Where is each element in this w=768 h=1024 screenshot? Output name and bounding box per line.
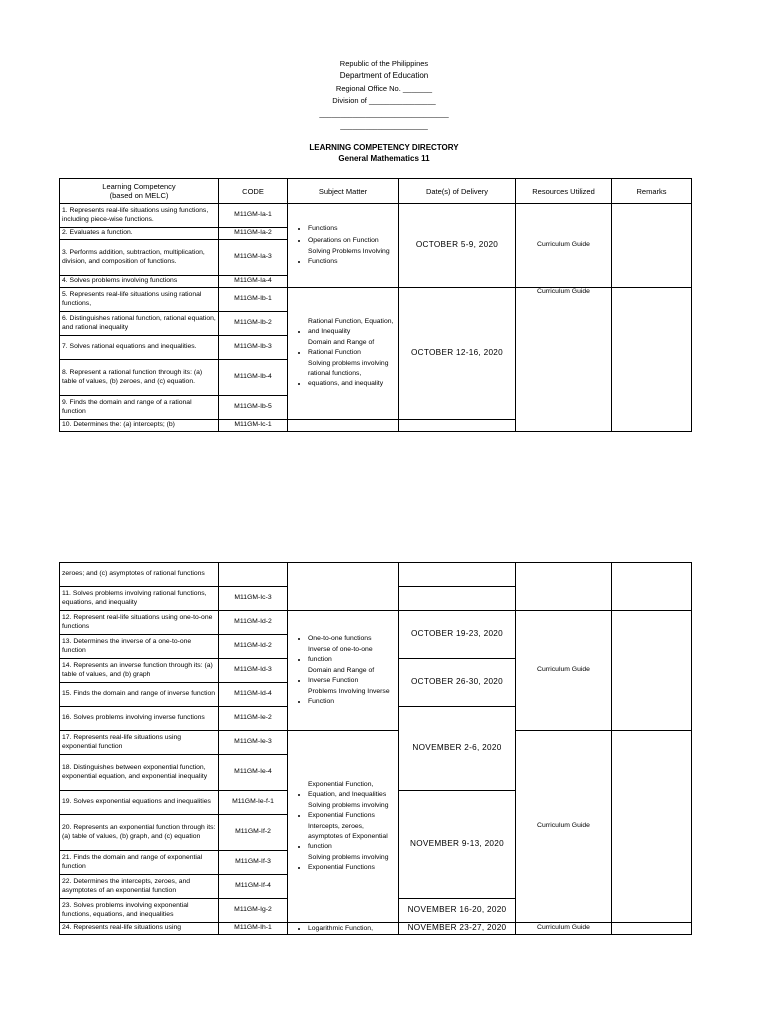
competency-table-part-1 bbox=[59, 178, 692, 432]
table-row bbox=[60, 923, 692, 935]
competency-table-part-2 bbox=[59, 562, 692, 935]
resource-cell: Curriculum Guide bbox=[516, 288, 612, 432]
code-cell: M11GM-Id-2 bbox=[219, 635, 288, 659]
col-header-remarks: Remarks bbox=[612, 179, 692, 204]
table-row bbox=[60, 288, 692, 312]
subject-cell bbox=[288, 204, 399, 288]
resource-cell: Curriculum Guide bbox=[516, 204, 612, 288]
code-cell: M11GM-Ia-2 bbox=[219, 228, 288, 240]
col-header-dates: Date(s) of Delivery bbox=[399, 179, 516, 204]
competency-cell: zeroes; and (c) asymptotes of rational functions bbox=[60, 563, 219, 587]
code-cell: M11GM-Ie-4 bbox=[219, 755, 288, 791]
table-row bbox=[60, 731, 692, 755]
code-cell: M11GM-Ia-4 bbox=[219, 276, 288, 288]
table-row bbox=[60, 611, 692, 635]
code-cell: M11GM-Id-2 bbox=[219, 611, 288, 635]
subject-item: • Domain and Range of Inverse Function bbox=[308, 666, 394, 687]
competency-cell: 16. Solves problems involving inverse functions bbox=[60, 707, 219, 731]
competency-cell: 4. Solves problems involving functions bbox=[60, 276, 219, 288]
remarks-cell bbox=[612, 731, 692, 923]
subject-item: • One-to-one functions bbox=[308, 633, 394, 645]
date-cell bbox=[399, 420, 516, 432]
subject-title: General Mathematics 11 bbox=[338, 154, 430, 163]
code-cell: M11GM-Ie-2 bbox=[219, 707, 288, 731]
competency-cell: 13. Determines the inverse of a one-to-one function bbox=[60, 635, 219, 659]
header-line-blank-2: _____________________ bbox=[340, 121, 428, 130]
subject-cell bbox=[288, 563, 399, 611]
code-cell: M11GM-Ig-2 bbox=[219, 899, 288, 923]
competency-cell: 10. Determines the: (a) intercepts; (b) bbox=[60, 420, 219, 432]
competency-cell: 3. Performs addition, subtraction, multiplication, division, and composition of functions. bbox=[60, 240, 219, 276]
subject-cell bbox=[288, 731, 399, 923]
competency-cell: 7. Solves rational equations and inequalities. bbox=[60, 336, 219, 360]
competency-cell: 20. Represents an exponential function through its: (a) table of values, (b) graph, and (c) equation bbox=[60, 815, 219, 851]
remarks-cell bbox=[612, 923, 692, 935]
competency-cell: 22. Determines the intercepts, zeroes, and asymptotes of an exponential function bbox=[60, 875, 219, 899]
code-cell: M11GM-If-3 bbox=[219, 851, 288, 875]
competency-cell: 8. Represent a rational function through its: (a) table of values, (b) zeroes, and (c) equation. bbox=[60, 360, 219, 396]
code-cell: M11GM-Ib-3 bbox=[219, 336, 288, 360]
subject-item: • Functions bbox=[308, 223, 394, 235]
competency-cell: 21. Finds the domain and range of exponential function bbox=[60, 851, 219, 875]
subject-item: • Solving problems involving rational functions, equations, and inequality bbox=[308, 359, 394, 390]
table-row bbox=[60, 204, 692, 228]
code-cell: M11GM-Ib-4 bbox=[219, 360, 288, 396]
code-cell: M11GM-Ib-5 bbox=[219, 396, 288, 420]
date-cell: NOVEMBER 16-20, 2020 bbox=[399, 899, 516, 923]
code-cell: M11GM-Ic-3 bbox=[219, 587, 288, 611]
competency-cell: 5. Represents real-life situations using rational functions, bbox=[60, 288, 219, 312]
subject-item: • Problems Involving Inverse Function bbox=[308, 687, 394, 708]
date-cell: OCTOBER 12-16, 2020 bbox=[399, 288, 516, 420]
date-cell: NOVEMBER 2-6, 2020 bbox=[399, 707, 516, 791]
competency-cell: 23. Solves problems involving exponential functions, equations, and inequalities bbox=[60, 899, 219, 923]
subject-cell bbox=[288, 420, 399, 432]
competency-cell: 12. Represent real-life situations using one-to-one functions bbox=[60, 611, 219, 635]
date-cell bbox=[399, 563, 516, 587]
remarks-cell bbox=[612, 611, 692, 731]
subject-item: • Operations on Function bbox=[308, 235, 394, 247]
competency-cell: 2. Evaluates a function. bbox=[60, 228, 219, 240]
competency-cell: 24. Represents real-life situations using bbox=[60, 923, 219, 935]
code-cell: M11GM-Ic-1 bbox=[219, 420, 288, 432]
code-cell: M11GM-Id-3 bbox=[219, 659, 288, 683]
subject-item: • Solving problems involving Exponential Functions bbox=[308, 801, 394, 822]
header-line-deped: Department of Education bbox=[339, 71, 429, 80]
subject-item: • Exponential Function, Equation, and Inequalities bbox=[308, 780, 394, 801]
competency-cell: 1. Represents real-life situations using functions, including piece-wise functions. bbox=[60, 204, 219, 228]
subject-cell bbox=[288, 288, 399, 420]
resource-cell: Curriculum Guide bbox=[516, 611, 612, 731]
subject-item: • Logarithmic Function, bbox=[308, 924, 394, 934]
subject-item: • Solving Problems Involving Functions bbox=[308, 247, 394, 268]
header-line-region: Regional Office No. _______ bbox=[335, 84, 433, 93]
competency-cell: 9. Finds the domain and range of a rational function bbox=[60, 396, 219, 420]
competency-cell: 19. Solves exponential equations and inequalities bbox=[60, 791, 219, 815]
resource-cell: Curriculum Guide bbox=[516, 923, 612, 935]
header-line-division: Division of ________________ bbox=[332, 96, 436, 105]
remarks-cell bbox=[612, 204, 692, 288]
col-header-subject: Subject Matter bbox=[288, 179, 399, 204]
code-cell: M11GM-Ie-f-1 bbox=[219, 791, 288, 815]
code-cell bbox=[219, 563, 288, 587]
date-cell: NOVEMBER 9-13, 2020 bbox=[399, 791, 516, 899]
code-cell: M11GM-Ie-3 bbox=[219, 731, 288, 755]
code-cell: M11GM-Id-4 bbox=[219, 683, 288, 707]
competency-cell: 17. Represents real-life situations using exponential function bbox=[60, 731, 219, 755]
code-cell: M11GM-If-2 bbox=[219, 815, 288, 851]
directory-title: LEARNING COMPETENCY DIRECTORY bbox=[309, 143, 459, 152]
competency-cell: 18. Distinguishes between exponential function, exponential equation, and exponential inequality bbox=[60, 755, 219, 791]
header-line-blank-1: _______________________________ bbox=[319, 109, 449, 118]
subject-item: • Rational Function, Equation, and Inequality bbox=[308, 317, 394, 338]
date-cell bbox=[399, 587, 516, 611]
code-cell: M11GM-Ib-2 bbox=[219, 312, 288, 336]
date-cell: NOVEMBER 23-27, 2020 bbox=[399, 923, 516, 935]
code-cell: M11GM-If-4 bbox=[219, 875, 288, 899]
resource-cell bbox=[516, 563, 612, 611]
subject-item: • Domain and Range of Rational Function bbox=[308, 338, 394, 359]
resource-cell: Curriculum Guide bbox=[516, 731, 612, 923]
code-cell: M11GM-Ia-1 bbox=[219, 204, 288, 228]
subject-cell bbox=[288, 923, 399, 935]
date-cell: OCTOBER 5-9, 2020 bbox=[399, 204, 516, 288]
date-cell: OCTOBER 26-30, 2020 bbox=[399, 659, 516, 707]
subject-cell bbox=[288, 611, 399, 731]
competency-cell: 14. Represents an inverse function through its: (a) table of values, and (b) graph bbox=[60, 659, 219, 683]
subject-item: • Solving problems involving Exponential Functions bbox=[308, 853, 394, 874]
subject-item: • Intercepts, zeroes, asymptotes of Exponential function bbox=[308, 822, 394, 853]
remarks-cell bbox=[612, 288, 692, 432]
code-cell: M11GM-Ia-3 bbox=[219, 240, 288, 276]
competency-cell: 6. Distinguishes rational function, rational equation, and rational inequality bbox=[60, 312, 219, 336]
code-cell: M11GM-Ih-1 bbox=[219, 923, 288, 935]
col-header-competency: Learning Competency (based on MELC) bbox=[60, 179, 219, 204]
table-header-row bbox=[60, 179, 692, 204]
table-row bbox=[60, 563, 692, 587]
competency-cell: 15. Finds the domain and range of inverse function bbox=[60, 683, 219, 707]
remarks-cell bbox=[612, 563, 692, 611]
code-cell: M11GM-Ib-1 bbox=[219, 288, 288, 312]
competency-cell: 11. Solves problems involving rational functions, equations, and inequality bbox=[60, 587, 219, 611]
subject-item: • Inverse of one-to-one function bbox=[308, 645, 394, 666]
col-header-resources: Resources Utilized bbox=[516, 179, 612, 204]
date-cell: OCTOBER 19-23, 2020 bbox=[399, 611, 516, 659]
header-line-republic: Republic of the Philippines bbox=[339, 59, 429, 68]
col-header-code: CODE bbox=[219, 179, 288, 204]
